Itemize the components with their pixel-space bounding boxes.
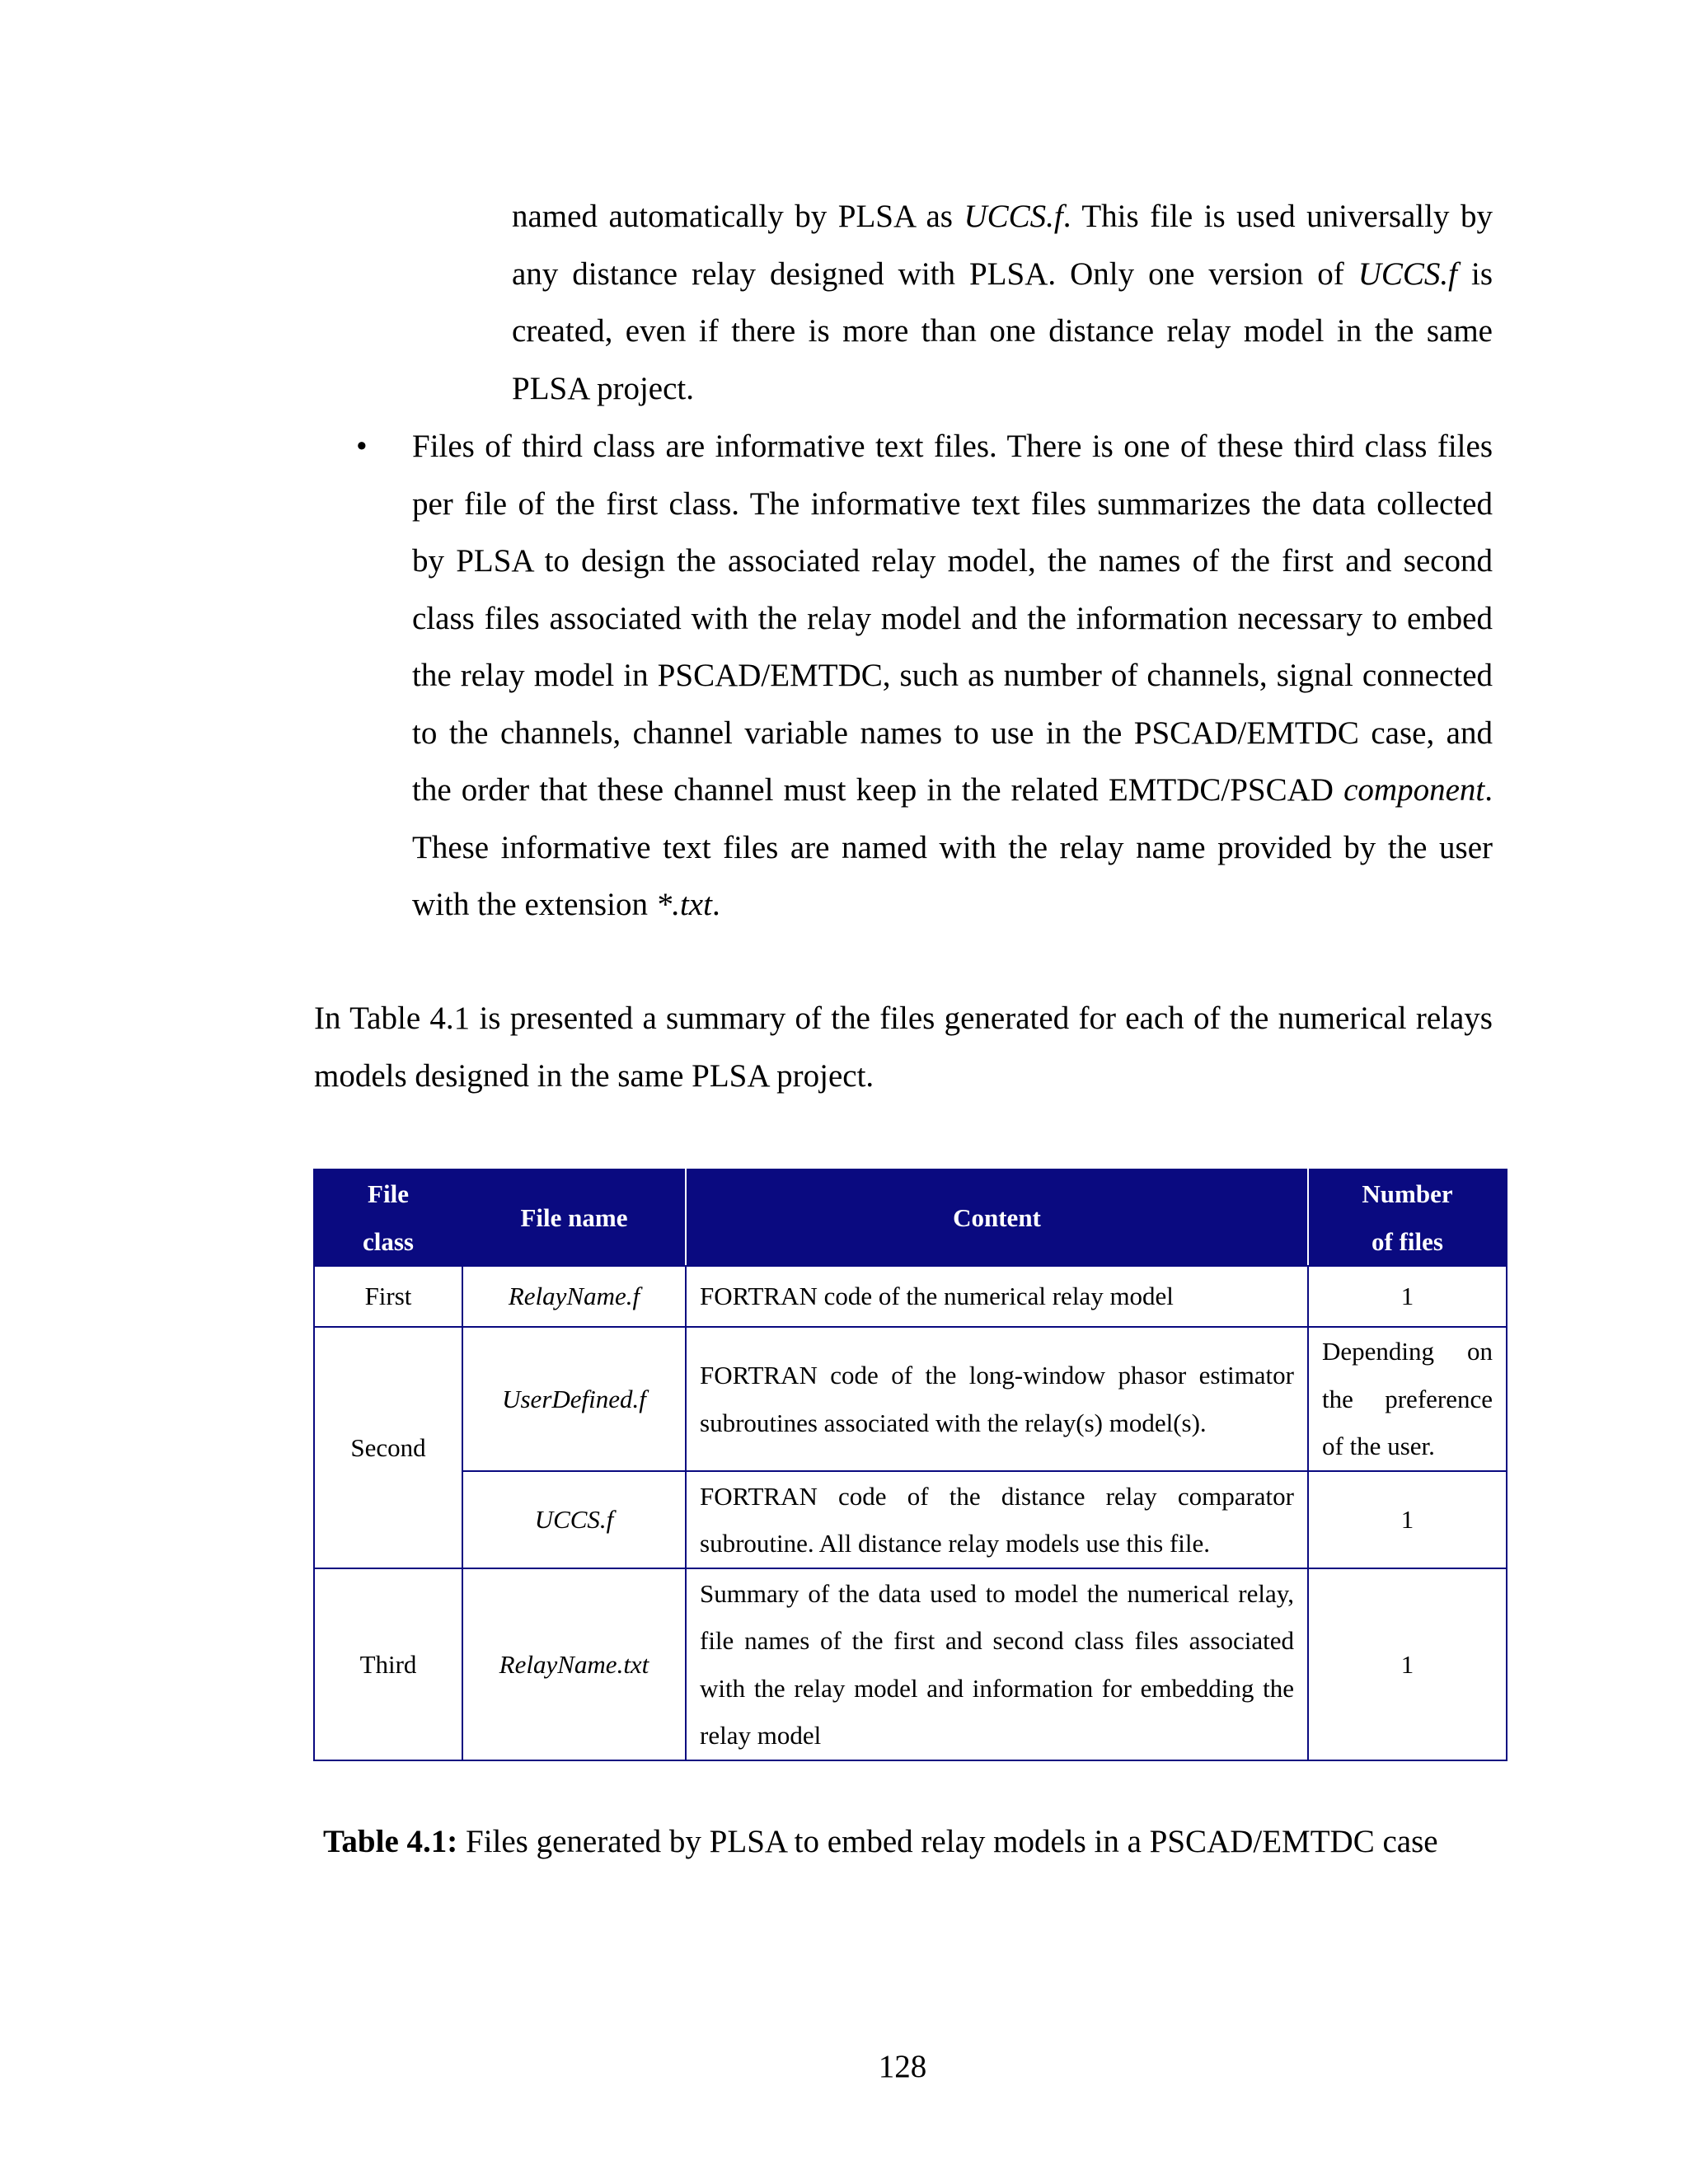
caption-label: Table 4.1: <box>323 1824 458 1859</box>
file-name-uccs: UCCS.f <box>964 199 1063 234</box>
cell-file-name: UserDefined.f <box>462 1327 686 1471</box>
text-run: . This file is used universally by any distance relay designed with PLSA. Only one version of <box>512 199 1493 292</box>
header-content: Content <box>686 1169 1308 1266</box>
cell-class: First <box>314 1266 462 1327</box>
text-run: Files of third class are informative text files. There is one of these third class files per file of the first class. The informative text files summarizes the data collected by PLSA to design the associated relay model, the names of the first and second class files associated with the relay model and the information necessary to embed the relay model in PSCAD/EMTDC, such as number of channels, signal connected to the channels, channel variable names to use in the PSCAD/EMTDC case, and the order that these channel must keep in the related EMTDC/PSCAD <box>412 429 1493 808</box>
table-header-row <box>314 1169 1507 1266</box>
table-row <box>314 1327 1507 1471</box>
cell-content: Summary of the data used to model the numerical relay, file names of the first and second class files associated with the relay model and information for embedding the relay model <box>686 1568 1308 1760</box>
caption-text: Files generated by PLSA to embed relay models in a PSCAD/EMTDC case <box>457 1824 1438 1859</box>
bullet-paragraph <box>412 418 1493 934</box>
continuation-paragraph <box>512 188 1493 417</box>
cell-file-name: UCCS.f <box>462 1471 686 1568</box>
cell-content: FORTRAN code of the distance relay comparator subroutine. All distance relay models use this file. <box>686 1471 1308 1568</box>
cell-number: 1 <box>1308 1266 1507 1327</box>
cell-content: FORTRAN code of the long-window phasor estimator subroutines associated with the relay(s) model(s). <box>686 1327 1308 1471</box>
text-run: named automatically by PLSA as <box>512 199 964 234</box>
table-caption <box>323 1817 1438 1867</box>
table-row <box>314 1568 1507 1760</box>
text-run: is created, even if there is more than one distance relay model in the same PLSA project. <box>512 255 1493 406</box>
component-term: component <box>1343 772 1485 808</box>
bullet-icon: • <box>356 429 368 464</box>
table-row <box>314 1266 1507 1327</box>
header-file-name: File name <box>462 1169 686 1266</box>
text-run: . <box>711 887 720 922</box>
cell-number: 1 <box>1308 1568 1507 1760</box>
page-number: 128 <box>878 2049 927 2084</box>
table-row <box>314 1471 1507 1568</box>
header-number-of-files: Number of files <box>1308 1169 1507 1266</box>
cell-class: Second <box>314 1327 462 1568</box>
cell-class: Third <box>314 1568 462 1760</box>
cell-file-name: RelayName.txt <box>462 1568 686 1760</box>
cell-file-name: RelayName.f <box>462 1266 686 1327</box>
intro-paragraph: In Table 4.1 is presented a summary of the files generated for each of the numerical relays models designed in the same PLSA project. <box>314 1001 1493 1094</box>
files-table <box>313 1169 1507 1761</box>
file-name-uccs: UCCS.f <box>1357 255 1457 292</box>
cell-number: Depending on the preference of the user. <box>1308 1327 1507 1471</box>
cell-content: FORTRAN code of the numerical relay model <box>686 1266 1308 1327</box>
cell-number: 1 <box>1308 1471 1507 1568</box>
header-file-class: File class <box>314 1169 462 1266</box>
extension-term: *.txt <box>655 887 712 922</box>
text-run: . These informative text files are named with the relay name provided by the user with the extension <box>412 772 1493 922</box>
